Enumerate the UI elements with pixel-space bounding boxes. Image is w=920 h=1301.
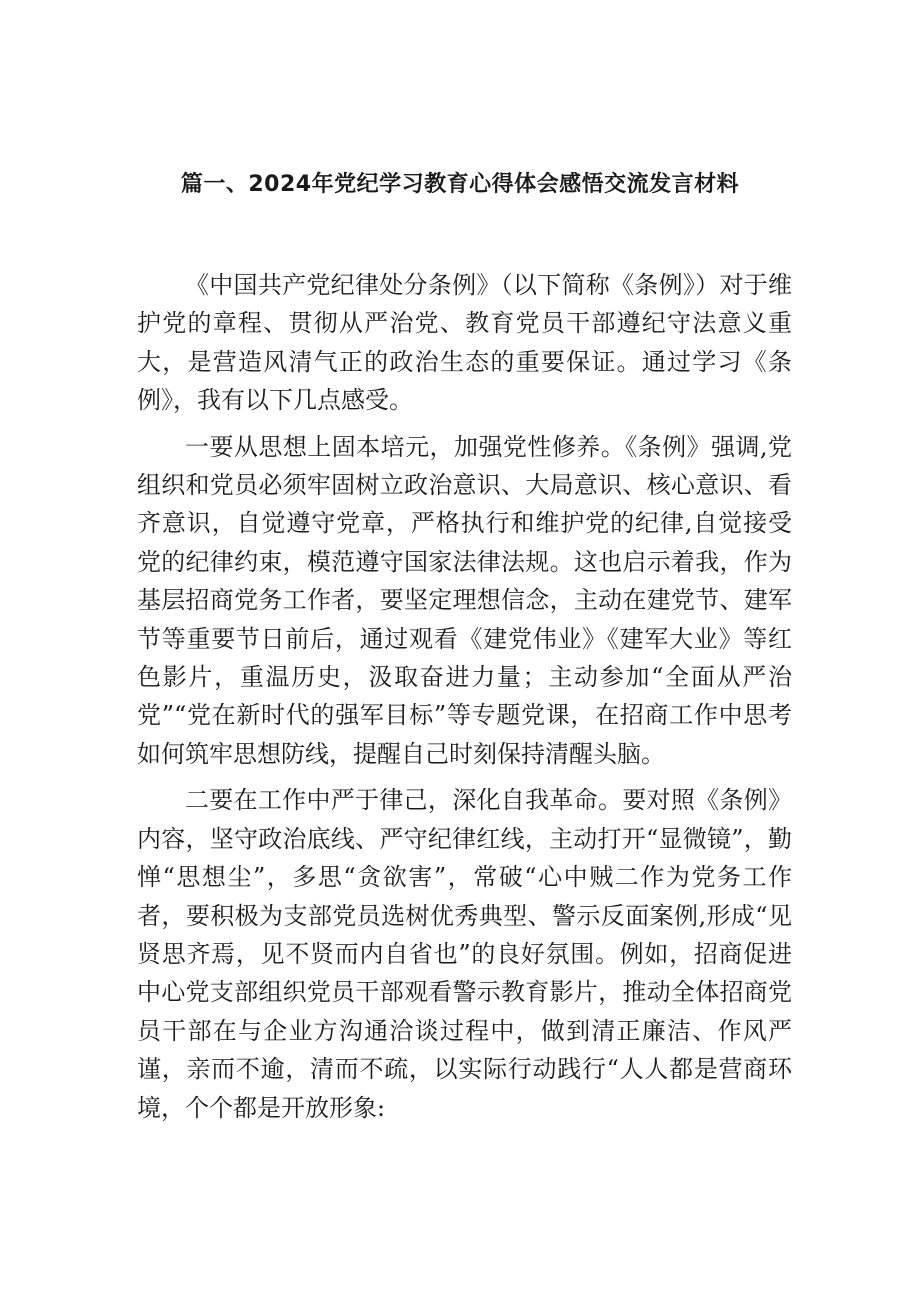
paragraph-point-two: 二要在工作中严于律己，深化自我革命。要对照《条例》内容，坚守政治底线、严守纪律红线，主动打开“显微镜”，勤惮“思想尘”，多思“贪欲害”，常破“心中贼二作为党务工作者，要积极为支部党员选树优秀典型、警示反面案例,形成“见贤思齐焉，见不贤而内自省也”的良好氛围。例如，招商促进中心党支部组织党员干部观看警示教育影片，推动全体招商党员干部在与企业方沟通洽谈过程中，做到清正廉洁、作风严谨，亲而不逾，清而不疏，以实际行动践行“人人都是营商环境，个个都是开放形象: <box>137 786 792 1122</box>
paragraph-point-one: 一要从思想上固本培元，加强党性修养。《条例》强调,党组织和党员必须牢固树立政治意识、大局意识、核心意识、看齐意识，自觉遵守党章，严格执行和维护党的纪律,自觉接受党的纪律约束，模范遵守国家法律法规。这也启示着我，作为基层招商党务工作者，要坚定理想信念，主动在建党节、建军节等重要节日前后，通过观看《建党伟业》《建军大业》等红色影片，重温历史，汲取奋进力量；主动参加“全面从严治党”“党在新时代的强军目标”等专题党课，在招商工作中思考如何筑牢思想防线，提醒自己时刻保持清醒头脑。 <box>137 432 792 768</box>
document-body <box>137 266 792 1135</box>
paragraph-intro: 《中国共产党纪律处分条例》（以下简称《条例》）对于维护党的章程、贯彻从严治党、教育党员干部遵纪守法意义重大，是营造风清气正的政治生态的重要保证。通过学习《条例》，我有以下几点感受。 <box>137 271 792 415</box>
document-title: 篇一、2024年党纪学习教育心得体会感悟交流发言材料 <box>180 172 740 197</box>
